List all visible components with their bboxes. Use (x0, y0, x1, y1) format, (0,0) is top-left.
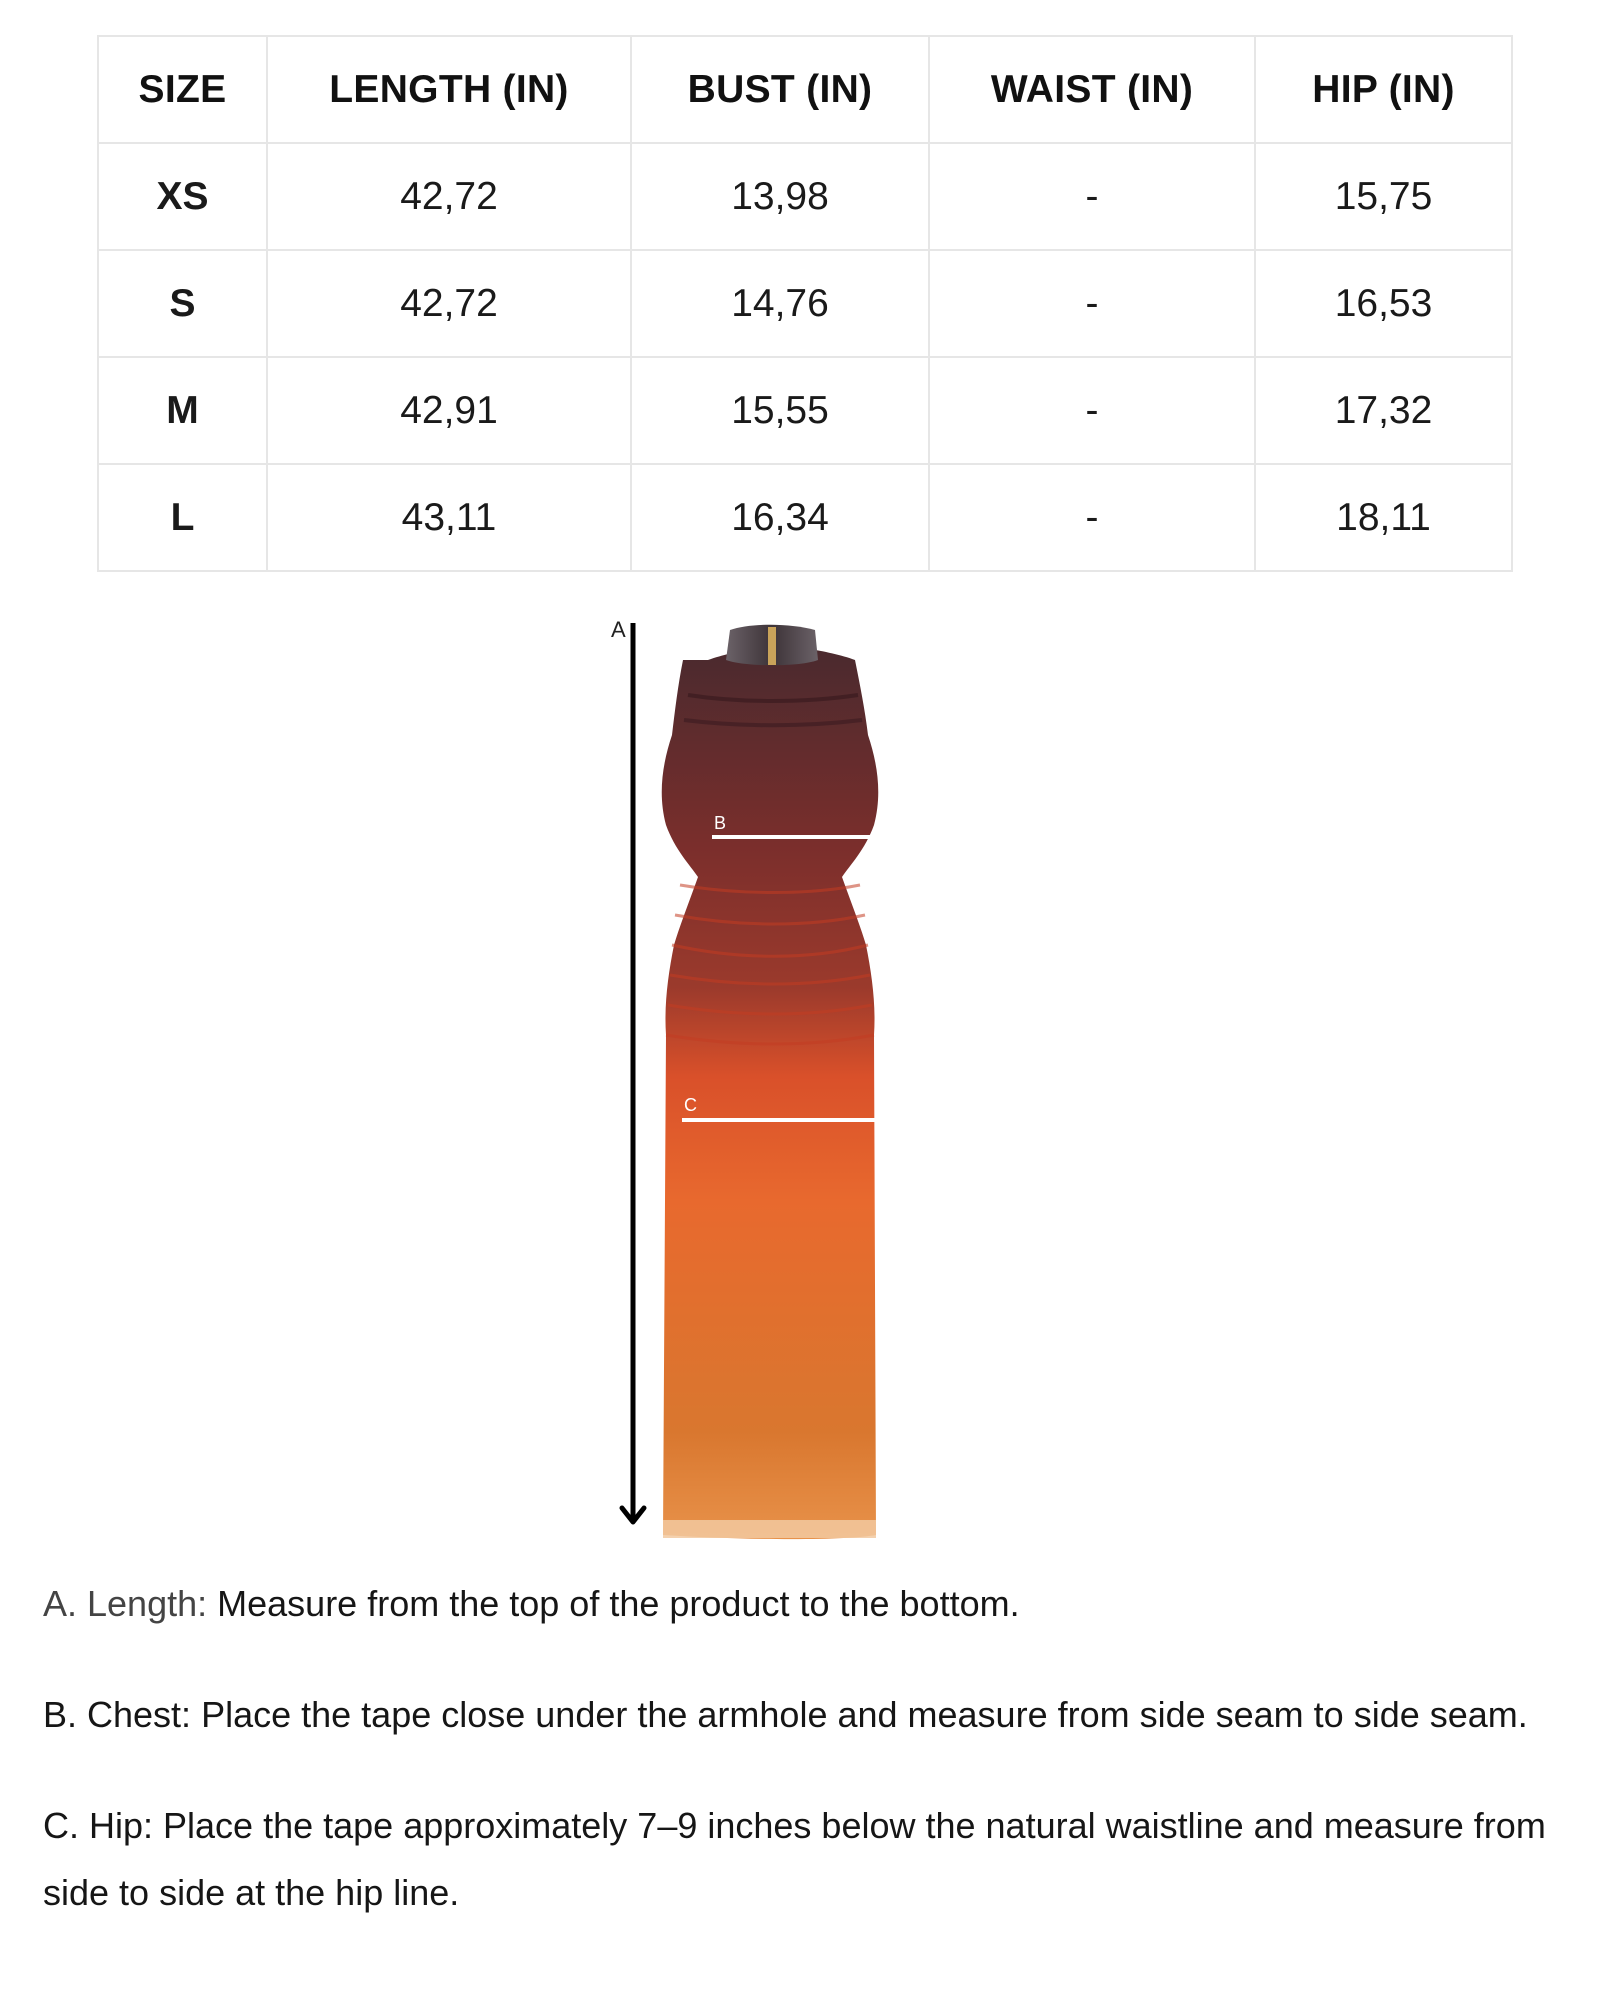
note-length (43, 1570, 1563, 1637)
note-hip: C. Hip: Place the tape approximately 7–9 inches below the natural waistline and measure from side to side at the hip line. (43, 1805, 1546, 1913)
dress-diagram (560, 615, 980, 1550)
length-cell: 42,72 (267, 143, 631, 250)
measurement-notes (43, 1570, 1563, 1970)
size-cell: L (98, 464, 267, 571)
label-c: C (684, 1095, 697, 1115)
dress-measurement-figure (560, 615, 980, 1550)
table-header-row (98, 36, 1512, 143)
header-length: LENGTH (IN) (267, 36, 631, 143)
bust-cell: 15,55 (631, 357, 929, 464)
dress-hem (663, 1520, 876, 1538)
waist-cell: - (929, 464, 1255, 571)
hip-cell: 15,75 (1255, 143, 1512, 250)
note-length-prefix: A. Length: (43, 1583, 208, 1624)
length-cell: 43,11 (267, 464, 631, 571)
label-b: B (714, 813, 727, 833)
header-size: SIZE (98, 36, 267, 143)
label-a: A (611, 617, 626, 642)
note-chest: B. Chest: Place the tape close under the armhole and measure from side seam to side seam. (43, 1694, 1528, 1735)
size-cell: XS (98, 143, 267, 250)
table-row (98, 250, 1512, 357)
bust-cell: 13,98 (631, 143, 929, 250)
waist-cell: - (929, 250, 1255, 357)
header-hip: HIP (IN) (1255, 36, 1512, 143)
note-length-text: Measure from the top of the product to the bottom. (207, 1583, 1020, 1624)
hip-cell: 18,11 (1255, 464, 1512, 571)
length-cell: 42,72 (267, 250, 631, 357)
bust-cell: 16,34 (631, 464, 929, 571)
size-cell: M (98, 357, 267, 464)
waist-cell: - (929, 357, 1255, 464)
zipper (768, 627, 776, 665)
length-cell: 42,91 (267, 357, 631, 464)
hip-cell: 17,32 (1255, 357, 1512, 464)
table-row (98, 143, 1512, 250)
header-bust: BUST (IN) (631, 36, 929, 143)
hip-cell: 16,53 (1255, 250, 1512, 357)
size-chart-table (97, 35, 1513, 572)
waist-cell: - (929, 143, 1255, 250)
table-row (98, 357, 1512, 464)
size-cell: S (98, 250, 267, 357)
bust-cell: 14,76 (631, 250, 929, 357)
header-waist: WAIST (IN) (929, 36, 1255, 143)
table-row (98, 464, 1512, 571)
